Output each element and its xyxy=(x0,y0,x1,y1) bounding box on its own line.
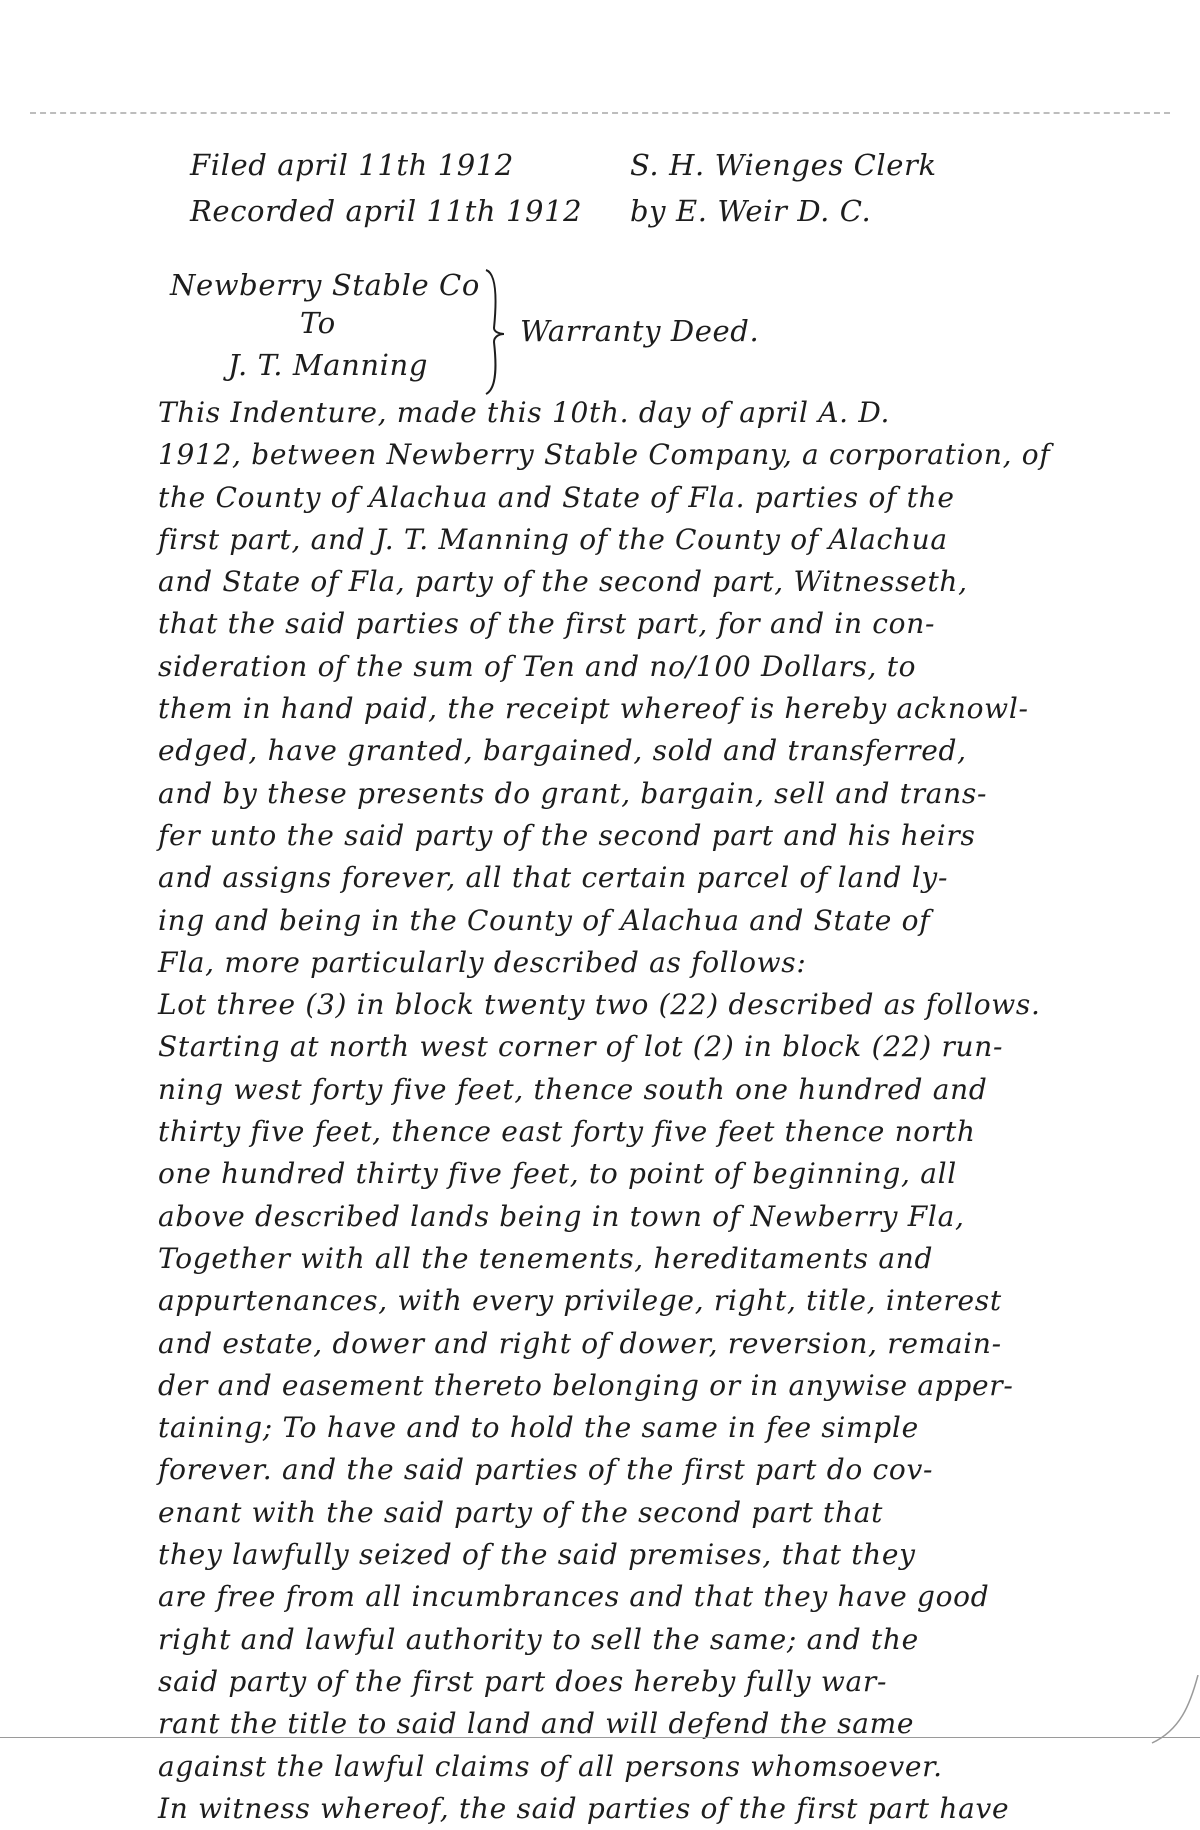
deed-text-line: above described lands being in town of Newberry Fla, xyxy=(158,1199,965,1233)
deed-text-line: In witness whereof, the said parties of the first part have xyxy=(158,1791,1010,1825)
deed-text-line: one hundred thirty five feet, to point of beginning, all xyxy=(158,1157,957,1191)
deed-text-line: first part, and J. T. Manning of the County of Alachua xyxy=(158,522,948,556)
filed-date: Filed april 11th 1912 xyxy=(190,148,514,182)
filing-block xyxy=(190,148,990,240)
deed-text-line: and by these presents do grant, bargain, sell and trans- xyxy=(158,776,988,810)
deed-caption xyxy=(170,268,870,398)
deed-text-line: and State of Fla, party of the second part, Witnesseth, xyxy=(158,565,968,599)
deed-text-line: against the lawful claims of all persons whomsoever. xyxy=(158,1749,943,1783)
deed-text-line: that the said parties of the first part, for and in con- xyxy=(158,607,936,641)
deed-text-line: ning west forty five feet, thence south one hundred and xyxy=(158,1072,988,1106)
bottom-rule xyxy=(0,1737,1200,1738)
deed-text-line: enant with the said party of the second part that xyxy=(158,1495,884,1529)
deed-text-line: Together with all the tenements, hereditaments and xyxy=(158,1241,934,1275)
deed-body xyxy=(158,392,1118,1830)
deed-text-line: 1912, between Newberry Stable Company, a corporation, of xyxy=(158,438,1051,472)
deed-text-line: Fla, more particularly described as follows: xyxy=(158,945,807,979)
deed-text-line: fer unto the said party of the second part and his heirs xyxy=(158,818,976,852)
deputy-clerk: by E. Weir D. C. xyxy=(630,194,872,228)
deed-type: Warranty Deed. xyxy=(520,314,760,348)
grantee-name: J. T. Manning xyxy=(228,348,428,382)
filing-row-1 xyxy=(190,148,990,194)
caption-brace xyxy=(482,268,512,396)
deed-text-line: edged, have granted, bargained, sold and transferred, xyxy=(158,734,967,768)
deed-text-line: forever. and the said parties of the first part do cov- xyxy=(158,1453,934,1487)
deed-text-line: they lawfully seized of the said premises, that they xyxy=(158,1538,916,1572)
deed-text-line: right and lawful authority to sell the same; and the xyxy=(158,1622,919,1656)
clerk-name: S. H. Wienges Clerk xyxy=(630,148,937,182)
deed-text-line: ing and being in the County of Alachua and State of xyxy=(158,903,931,937)
top-dashed-rule xyxy=(30,112,1170,114)
deed-text-line: This Indenture, made this 10th. day of april A. D. xyxy=(158,396,891,429)
deed-text-line: said party of the first part does hereby fully war- xyxy=(158,1664,888,1698)
recorded-date: Recorded april 11th 1912 xyxy=(190,194,583,228)
deed-text-line: thirty five feet, thence east forty five feet thence north xyxy=(158,1115,976,1149)
deed-text-line: and assigns forever, all that certain parcel of land ly- xyxy=(158,861,949,895)
deed-text-line: Lot three (3) in block twenty two (22) described as follows. xyxy=(158,988,1041,1022)
deed-text-line: are free from all incumbrances and that they have good xyxy=(158,1580,990,1614)
page-corner-curl xyxy=(1140,1675,1200,1745)
caption-to: To xyxy=(300,306,336,340)
deed-text-line: Starting at north west corner of lot (2) in block (22) run- xyxy=(158,1030,1004,1064)
deed-text-line: them in hand paid, the receipt whereof is hereby acknowl- xyxy=(158,692,1029,726)
grantor-name: Newberry Stable Co xyxy=(170,268,480,302)
deed-text-line: sideration of the sum of Ten and no/100 Dollars, to xyxy=(158,649,917,683)
deed-text-line: appurtenances, with every privilege, right, title, interest xyxy=(158,1284,1002,1318)
deed-text-line: taining; To have and to hold the same in fee simple xyxy=(158,1411,919,1445)
deed-text-line: the County of Alachua and State of Fla. parties of the xyxy=(158,480,955,514)
deed-text-line: and estate, dower and right of dower, reversion, remain- xyxy=(158,1326,1002,1360)
deed-text-line: rant the title to said land and will defend the same xyxy=(158,1707,915,1741)
filing-row-2 xyxy=(190,194,990,240)
deed-text-line: der and easement thereto belonging or in anywise apper- xyxy=(158,1368,1014,1402)
